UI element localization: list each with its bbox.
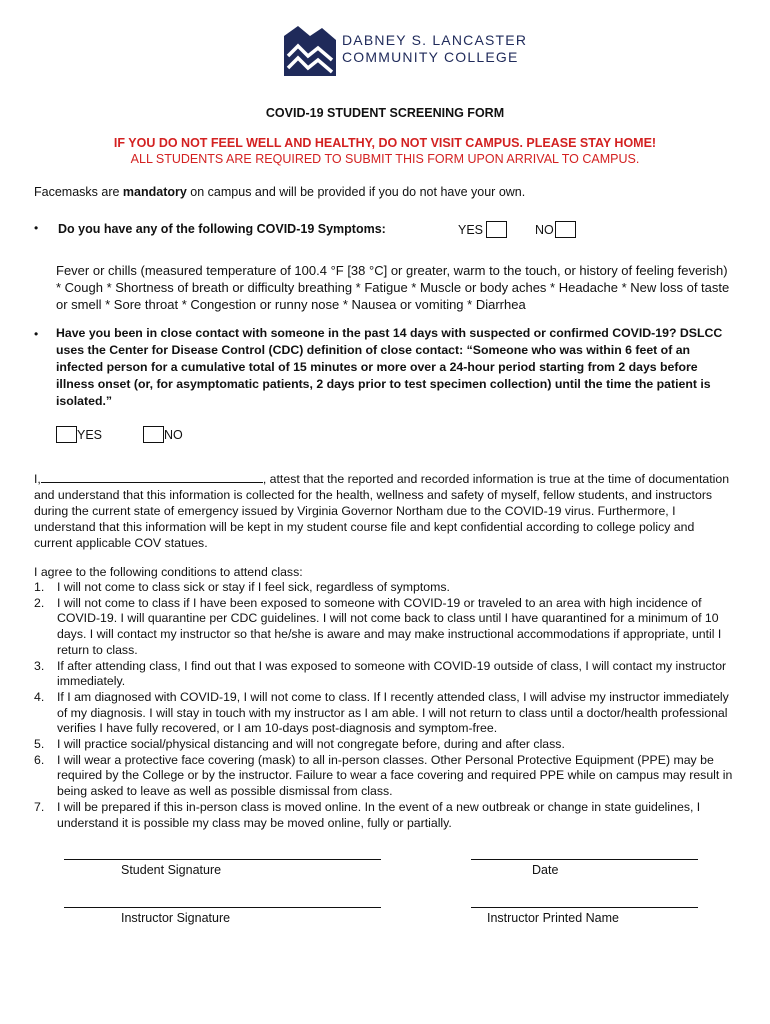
- logo-line-1: DABNEY S. LANCASTER: [342, 32, 528, 48]
- condition-number: 1.: [34, 580, 45, 594]
- mountain-logo-icon: [284, 26, 336, 76]
- close-contact-question: Have you been in close contact with someone in the past 14 days with suspected or confirmed COVID-19? DSLCC uses the Center for Disease Control (CDC) definition of close contact: “Someone who was within 6 feet of an infected person for a cumulative total of 15 minutes or more over a 24-hour period starting from 2 days before illness onset (or, for asymptomatic patients, 2 days prior to test specimen collection) until the time the patient is isolated.”: [56, 326, 723, 408]
- condition-number: 2.: [34, 595, 45, 610]
- bullet-icon: •: [34, 221, 39, 235]
- condition-text: I will not come to class if I have been exposed to someone with COVID-19 or traveled to an area with high incidence of COVID-19. I will quarantine per CDC guidelines. I will not come back to class until I have quarantined for a minimum of 10 days. I will contact my instructor so that he/she is aware and may make instructional accommodations if appropriate, until I return to class.: [57, 595, 722, 657]
- bullet-icon: •: [34, 327, 39, 341]
- condition-text: If after attending class, I find out that I was exposed to someone with COVID-19 outside of class, I will contact my instructor immediately.: [57, 658, 727, 689]
- attestation-prefix: I,: [34, 472, 41, 486]
- condition-number: 5.: [34, 737, 45, 752]
- condition-item: [34, 753, 740, 800]
- contact-no-option: [143, 426, 183, 443]
- symptoms-yes-option: [458, 221, 507, 238]
- contact-yes-option: [56, 426, 102, 443]
- yes-label: YES: [77, 428, 103, 442]
- contact-yes-checkbox[interactable]: [56, 426, 77, 443]
- condition-text: I will practice social/physical distancing and will not congregate before, during and after class.: [57, 737, 565, 752]
- form-title: COVID-19 STUDENT SCREENING FORM: [265, 106, 505, 120]
- no-label: NO: [535, 223, 554, 237]
- instructor-signature-label: Instructor Signature: [121, 911, 231, 925]
- condition-item: [34, 659, 740, 690]
- facemask-text-end: on campus and will be provided if you do not have your own.: [186, 185, 526, 199]
- symptoms-list: Fever or chills (measured temperature of 100.4 °F [38 °C] or greater, warm to the touch, or history of feeling feverish) * Cough * Shortness of breath or difficulty breathing * Fatigue * Muscle or body aches * Headache * New loss of taste or smell * Sore throat * Congestion or runny nose * Nausea or vomiting * Diarrhea: [56, 263, 730, 312]
- symptoms-no-option: [535, 221, 576, 238]
- condition-text: I will not come to class sick or stay if I feel sick, regardless of symptoms.: [57, 580, 450, 594]
- condition-number: 4.: [34, 689, 45, 704]
- symptoms-no-checkbox[interactable]: [555, 221, 576, 238]
- conditions-intro: I agree to the following conditions to attend class:: [34, 565, 303, 579]
- student-name-field[interactable]: [41, 470, 263, 483]
- logo-wordmark: [342, 32, 527, 66]
- stay-home-warning: IF YOU DO NOT FEEL WELL AND HEALTHY, DO NOT VISIT CAMPUS. PLEASE STAY HOME!: [113, 136, 657, 150]
- student-signature-label: Student Signature: [121, 863, 222, 877]
- conditions-list: [34, 580, 740, 831]
- condition-text: If I am diagnosed with COVID-19, I will not come to class. If I recently attended class, I will advise my instructor immediately of my diagnosis. I will stay in touch with my instructor as I am able. I will not return to class until a doctor/health professional verifies I have fully recovered, or I am 10-days post-diagnosis and symptom-free.: [57, 689, 729, 736]
- symptoms-question: Do you have any of the following COVID-19 Symptoms:: [58, 222, 386, 236]
- condition-item: [34, 737, 740, 753]
- condition-number: 3.: [34, 658, 45, 673]
- condition-item: [34, 690, 740, 737]
- instructor-printed-name-label: Instructor Printed Name: [487, 911, 619, 925]
- no-label: NO: [164, 428, 183, 442]
- student-signature-line[interactable]: [64, 859, 381, 860]
- condition-item: [34, 596, 740, 659]
- yes-label: YES: [458, 223, 484, 237]
- condition-number: 6.: [34, 752, 45, 767]
- contact-no-checkbox[interactable]: [143, 426, 164, 443]
- college-logo: [284, 26, 528, 84]
- instructor-signature-line[interactable]: [64, 907, 381, 908]
- condition-text: I will wear a protective face covering (mask) to all in-person classes. Other Personal Protective Equipment (PPE) may be required by the College or by the instructor. Failure to wear a face covering and required PPE while on campus may result in being asked to leave as well as possible dismissal from class.: [57, 752, 733, 799]
- logo-line-2: COMMUNITY COLLEGE: [342, 49, 519, 65]
- instructor-printed-name-line[interactable]: [471, 907, 698, 908]
- facemask-text-start: Facemasks are: [34, 185, 123, 199]
- submit-requirement-notice: ALL STUDENTS ARE REQUIRED TO SUBMIT THIS FORM UPON ARRIVAL TO CAMPUS.: [130, 152, 640, 166]
- attestation-paragraph: [34, 470, 734, 551]
- condition-number: 7.: [34, 799, 45, 814]
- facemask-mandatory: mandatory: [122, 185, 187, 199]
- condition-text: I will be prepared if this in-person class is moved online. In the event of a new outbreak or change in state guidelines, I understand it is possible my class may be moved online, fully or partially.: [57, 799, 701, 830]
- condition-item: [34, 800, 740, 831]
- symptoms-yes-checkbox[interactable]: [486, 221, 507, 238]
- date-label: Date: [532, 863, 559, 877]
- attestation-text: , attest that the reported and recorded information is true at the time of documentation and understand that this information is collected for the health, wellness and safety of myself, fellow students, and instructors during the current state of emergency issued by Virginia Governor Northam due to the COVID-19 virus. Furthermore, I understand that this information will be kept in my student course file and kept confidential according to college policy and current applicable COV statues.: [34, 472, 730, 550]
- facemask-notice: [34, 184, 525, 200]
- condition-item: [34, 580, 740, 596]
- date-line[interactable]: [471, 859, 698, 860]
